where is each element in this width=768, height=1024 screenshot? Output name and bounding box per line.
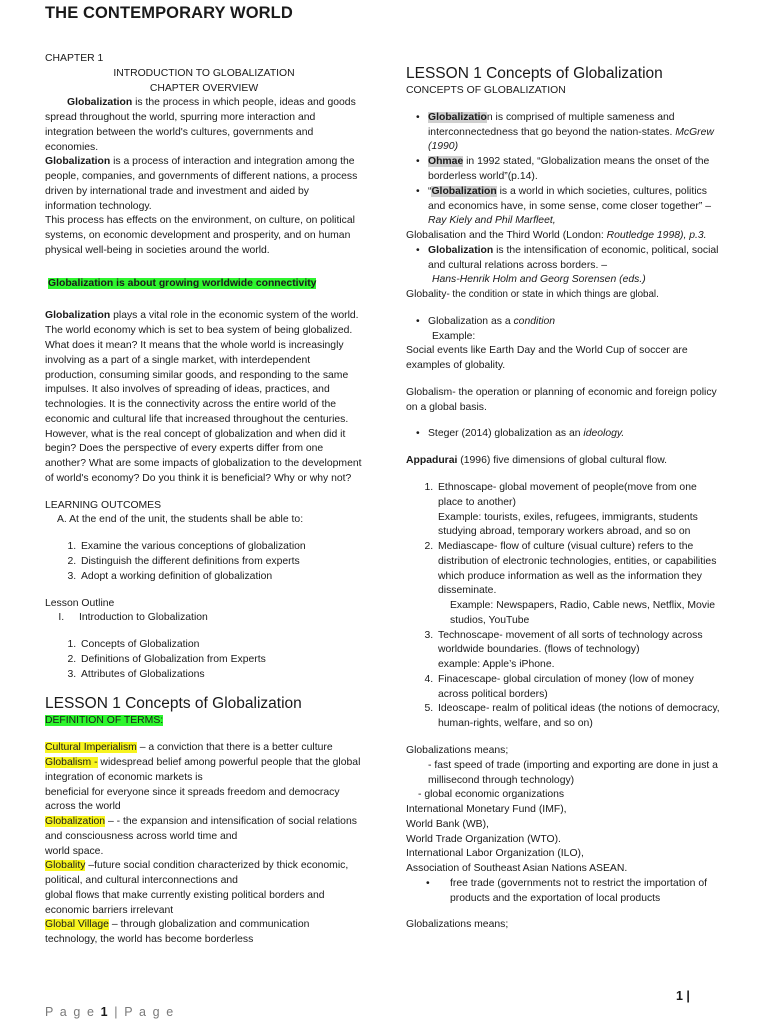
intro-title: INTRODUCTION TO GLOBALIZATION — [113, 67, 295, 79]
lesson-heading-right: LESSON 1 Concepts of Globalization — [406, 65, 663, 82]
page-footer: P a g e 1 | P a g e — [45, 1005, 175, 1019]
list-item: 3. Technoscape- movement of all sorts of technology across worldwide boundaries. (flows of technology) example: Apple’s iPhone. — [436, 629, 724, 673]
scapes-list — [406, 481, 724, 732]
definition-of-terms: DEFINITION OF TERMS: — [45, 715, 164, 727]
term-cultural-imperialism: Cultural Imperialism – a conviction that there is a better culture — [45, 742, 333, 754]
term-globality-cont: global flows that make currently existing political borders and economic barriers irrelevant — [45, 889, 325, 916]
list-item: 4. Finacescape- global circulation of money (low of money across political borders) — [436, 673, 724, 703]
overview-title: CHAPTER OVERVIEW — [149, 82, 259, 94]
right-column — [406, 64, 724, 933]
list-item: 1. Ethnoscape- global movement of people(move from one place to another) Example: tourists, exiles, refugees, immigrants, students studying abroad, temporary workers abroad, and so on — [436, 481, 724, 540]
term-globalization: Globalization — [45, 156, 111, 168]
list-item: 5. Ideoscape- realm of political ideas (the notions of democracy, human-rights, welfare, and so on) — [436, 702, 724, 732]
list-item: • Steger (2014) globalization as an ideology. — [416, 427, 724, 442]
overview-paragraph-4: Globalization plays a vital role in the economic system of the world. The world economy which is set to bea system of being globalized. What does it mean? It means that the whole world is increasingly involving as a part of a single market, with interdependent production, consuming similar goods, and responding to the same impulses. It also involves of spreading of ideas, practices, and technologies. It is the connectivity across the entire world of the economic and cultural life that increased throughout the centuries. However, what is the real concept of globalization and when did it begin? Does the perspective of every experts differ from one another? What are some impacts of globalization to the development of world's economy? Do you think it is beneficial? Why or why not? — [45, 310, 362, 484]
highlight-banner: Globalization is about growing worldwide connectivity — [48, 277, 317, 289]
free-trade-list — [406, 877, 724, 907]
overview-paragraph-1: Globalization is the process in which people, ideas and goods spread throughout the world, spurring more interaction and integration between the world's cultures, governments and economies. — [45, 97, 356, 153]
org-item: Association of Southeast Asian Nations ASEAN. — [406, 863, 628, 875]
lesson-outline-heading: Lesson Outline — [45, 597, 115, 609]
page-number-right: 1 | — [676, 989, 690, 1003]
concepts-list-2 — [406, 244, 724, 274]
globality-definition: Globality- the condition or state in which things are global. — [406, 289, 659, 301]
outline-list — [45, 611, 363, 626]
list-item: • Globalization as a condition — [416, 315, 724, 330]
means-item-2: - global economic organizations — [418, 789, 565, 801]
term-globalism: Globalism - widespread belief among powerful people that the global integration of economic markets is — [45, 757, 361, 783]
term-globality: Globality –future social condition characterized by thick economic, political, and cultural interconnections and — [45, 860, 349, 887]
list-item: 1. Concepts of Globalization — [79, 638, 363, 653]
outcomes-list — [45, 540, 363, 584]
left-column — [45, 52, 363, 948]
globalism-line: Globalism- the operation or planning of economic and foreign policy on a global basis. — [406, 386, 717, 413]
holm-citation: Hans-Henrik Holm and Georg Sorensen (eds.) — [432, 274, 646, 286]
list-item: 2. Definitions of Globalization from Experts — [79, 653, 363, 668]
ideology-list — [406, 427, 724, 442]
org-item: World Bank (WB), — [406, 818, 489, 830]
means-title-2: Globalizations means; — [406, 919, 509, 931]
list-item: 3. Attributes of Globalizations — [79, 668, 363, 683]
document-title: THE CONTEMPORARY WORLD — [45, 4, 293, 22]
list-item: 2. Distinguish the different definitions from experts — [79, 555, 363, 570]
lesson-heading: LESSON 1 Concepts of Globalization — [45, 695, 302, 713]
org-item: International Monetary Fund (IMF), — [406, 804, 567, 816]
outcomes-intro: A. At the end of the unit, the students shall be able to: — [57, 514, 304, 526]
learning-outcomes-heading: LEARNING OUTCOMES — [45, 499, 162, 511]
org-item: International Labor Organization (ILO), — [406, 848, 584, 860]
term-global-village: Global Village – through globalization and communication technology, the world has become borderless — [45, 919, 310, 946]
example-label: Example: — [432, 330, 476, 342]
book-citation: Globalisation and the Third World (London: Routledge 1998), p.3. — [406, 230, 707, 242]
example-text: Social events like Earth Day and the World Cup of soccer are examples of globality. — [406, 345, 688, 372]
term-globalization-cont: world space. — [45, 845, 104, 857]
term-globalization: Globalization — [67, 97, 133, 109]
list-item: • Ohmae in 1992 stated, “Globalization means the onset of the borderless world”(p.14). — [416, 155, 724, 185]
org-item: World Trade Organization (WTO). — [406, 833, 561, 845]
list-item: • Globalization is comprised of multiple sameness and interconnectedness that go beyond the nation-states. McGrew (1990) — [416, 111, 724, 155]
means-item-1: - fast speed of trade (importing and exporting are done in just a millisecond through technology) — [428, 759, 718, 786]
condition-list — [406, 315, 724, 330]
list-item: 3. Adopt a working definition of globalization — [79, 570, 363, 585]
list-item: 1. Examine the various conceptions of globalization — [79, 540, 363, 555]
means-title: Globalizations means; — [406, 745, 509, 756]
outline-sub-list — [45, 638, 363, 682]
chapter-label: CHAPTER 1 — [45, 53, 104, 64]
concepts-list — [406, 111, 724, 229]
term-globalization-def: Globalization – - the expansion and intensification of social relations and consciousness across world time and — [45, 816, 357, 842]
term-globalization: Globalization — [45, 310, 111, 322]
list-item: • “Globalization is a world in which societies, cultures, politics and economics have, in some sense, come closer together” – Ray Kiely and Phil Marfleet, — [416, 185, 724, 229]
list-item: I. Introduction to Globalization — [67, 611, 363, 626]
appadurai-line: Appadurai (1996) five dimensions of global cultural flow. — [406, 455, 668, 467]
list-item: • free trade (governments not to restrict the importation of products and the exportation of local products — [426, 877, 724, 907]
list-item: • Globalization is the intensification of economic, political, social and cultural relations across borders. – — [416, 244, 724, 274]
list-item: 2. Mediascape- flow of culture (visual culture) refers to the distribution of electronic technologies, entities, or capabilities which produce information as well as the information they disseminate. Example: Newspapers, Radio, Cable news, Netflix, Movie studios, YouTube — [436, 540, 724, 629]
concepts-title: CONCEPTS OF GLOBALIZATION — [406, 85, 566, 97]
overview-paragraph-3: This process has effects on the environment, on culture, on political systems, on economic development and prosperity, and on human physical well-being in societies around the world. — [45, 215, 355, 256]
term-globalism-cont: beneficial for everyone since it spreads freedom and democracy across the world — [45, 786, 340, 813]
overview-paragraph-2: Globalization is a process of interaction and integration among the people, companies, and governments of different nations, a process driven by international trade and investment and aided by information technology. — [45, 156, 358, 212]
